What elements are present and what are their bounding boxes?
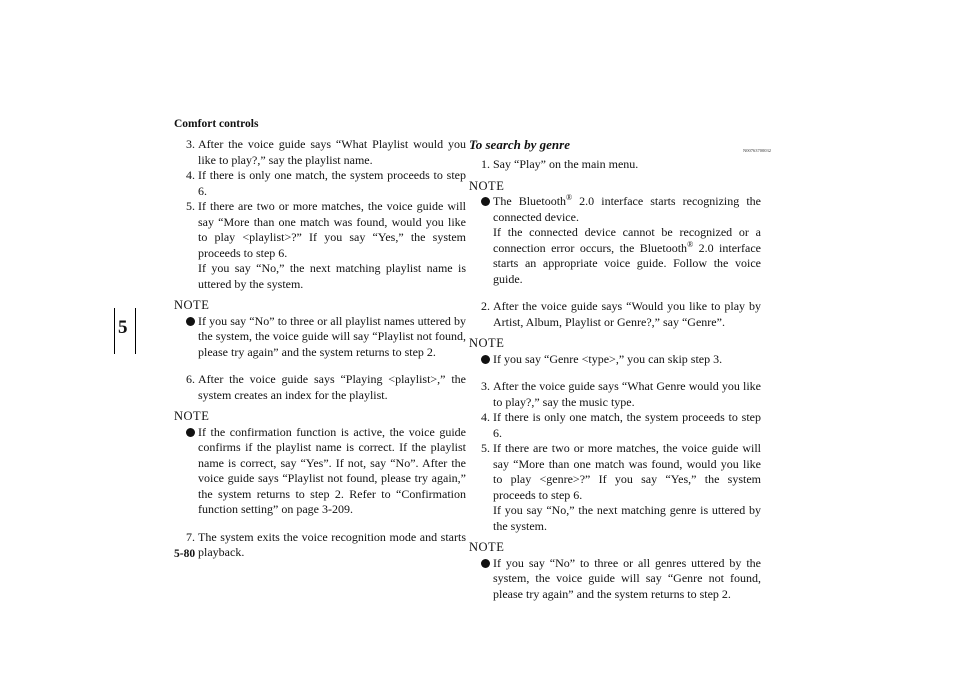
step-6 — [186, 372, 466, 403]
note-text: If you say “No” to three or all playlist names uttered by the system, the voice guide will say “Playlist not found, please try again” and the system returns to step 2. — [198, 313, 466, 359]
registered-mark: ® — [687, 239, 694, 249]
note-text: If the confirmation function is active, the voice guide confirms if the playlist name is correct. If the playlist name is correct, say “Yes”. If not, say “No”. After the voice guide says “Playlist not found, please try again,” the system returns to step 2. Refer to “Confirmation function setting” on page 3-209. — [198, 424, 466, 516]
step-number: 7. — [186, 529, 195, 544]
note-label: NOTE — [469, 178, 505, 193]
right-column — [469, 137, 771, 602]
step-text: After the voice guide says “What Playlist would you like to play?,” say the playlist name. — [198, 137, 466, 167]
note-bullet — [186, 314, 466, 361]
bullet-icon — [481, 197, 490, 206]
page-header: Comfort controls — [174, 118, 259, 130]
section-title-text: To search by genre — [469, 137, 570, 152]
bullet-icon — [481, 559, 490, 568]
note-bullet — [481, 194, 761, 287]
note-bullet — [481, 352, 761, 368]
step-text: The system exits the voice recognition mode and starts playback. — [198, 529, 466, 559]
step-number: 5. — [481, 441, 490, 455]
step-text-continued: If you say “No,” the next matching playlist name is uttered by the system. — [198, 261, 466, 291]
step-number: 4. — [481, 410, 490, 424]
step-number: 6. — [186, 372, 195, 386]
step-text-continued: If you say “No,” the next matching genre is uttered by the system. — [493, 503, 761, 533]
page-number: 5-80 — [174, 548, 196, 560]
step-text: If there is only one match, the system proceeds to step 6. — [493, 410, 761, 440]
step-4 — [186, 168, 466, 199]
bullet-icon — [186, 428, 195, 437]
step-3 — [481, 379, 761, 410]
step-number: 4. — [186, 168, 195, 182]
bullet-icon — [186, 317, 195, 326]
step-3 — [186, 137, 466, 168]
note-bullet — [481, 556, 761, 603]
note-text: 2.0 interface starts recognizing the connected device. — [493, 194, 761, 224]
step-number: 3. — [481, 379, 490, 393]
note-text: If you say “No” to three or all genres uttered by the system, the voice guide will say “Genre not found, please try again” and the system returns to step 2. — [493, 555, 761, 601]
section-code: N00763700032 — [743, 148, 771, 153]
step-7 — [186, 530, 466, 561]
note-text: 2.0 interface starts an appropriate voice guide. Follow the voice guide. — [493, 240, 761, 286]
chapter-number: 5 — [118, 317, 128, 338]
note-label: NOTE — [469, 336, 505, 350]
step-4 — [481, 410, 761, 441]
step-1 — [481, 157, 761, 173]
note-label: NOTE — [469, 540, 505, 554]
step-number: 3. — [186, 137, 195, 151]
step-number: 1. — [481, 157, 490, 171]
step-text: After the voice guide says “What Genre would you like to play?,” say the music type. — [493, 379, 761, 409]
step-text: If there is only one match, the system proceeds to step 6. — [198, 168, 466, 198]
note-text: If you say “Genre <type>,” you can skip step 3. — [493, 351, 723, 366]
step-5 — [481, 441, 761, 534]
note-text: If the connected device cannot be recognized or a connection error occurs, the Bluetooth — [493, 225, 761, 255]
step-text: If there are two or more matches, the voice guide will say “More than one match was found, would you like to play <playlist>?” If you say “Yes,” the system proceeds to step 6. — [198, 199, 466, 260]
step-5 — [186, 199, 466, 292]
step-text: If there are two or more matches, the voice guide will say “More than one match was found, would you like to play <genre>?” If you say “Yes,” the system proceeds to step 6. — [493, 441, 761, 502]
note-bullet — [186, 425, 466, 518]
step-text: Say “Play” on the main menu. — [493, 157, 639, 171]
note-label: NOTE — [174, 409, 210, 423]
section-title — [469, 137, 771, 157]
note-text: The Bluetooth — [493, 194, 567, 208]
step-2 — [481, 299, 761, 330]
note-label: NOTE — [174, 298, 210, 312]
step-text: After the voice guide says “Playing <playlist>,” the system creates an index for the playlist. — [198, 372, 466, 402]
step-number: 2. — [481, 299, 490, 313]
step-text: After the voice guide says “Would you like to play by Artist, Album, Playlist or Genre?,” say “Genre”. — [493, 299, 761, 329]
step-number: 5. — [186, 199, 195, 213]
registered-mark: ® — [566, 193, 573, 202]
bullet-icon — [481, 355, 490, 364]
